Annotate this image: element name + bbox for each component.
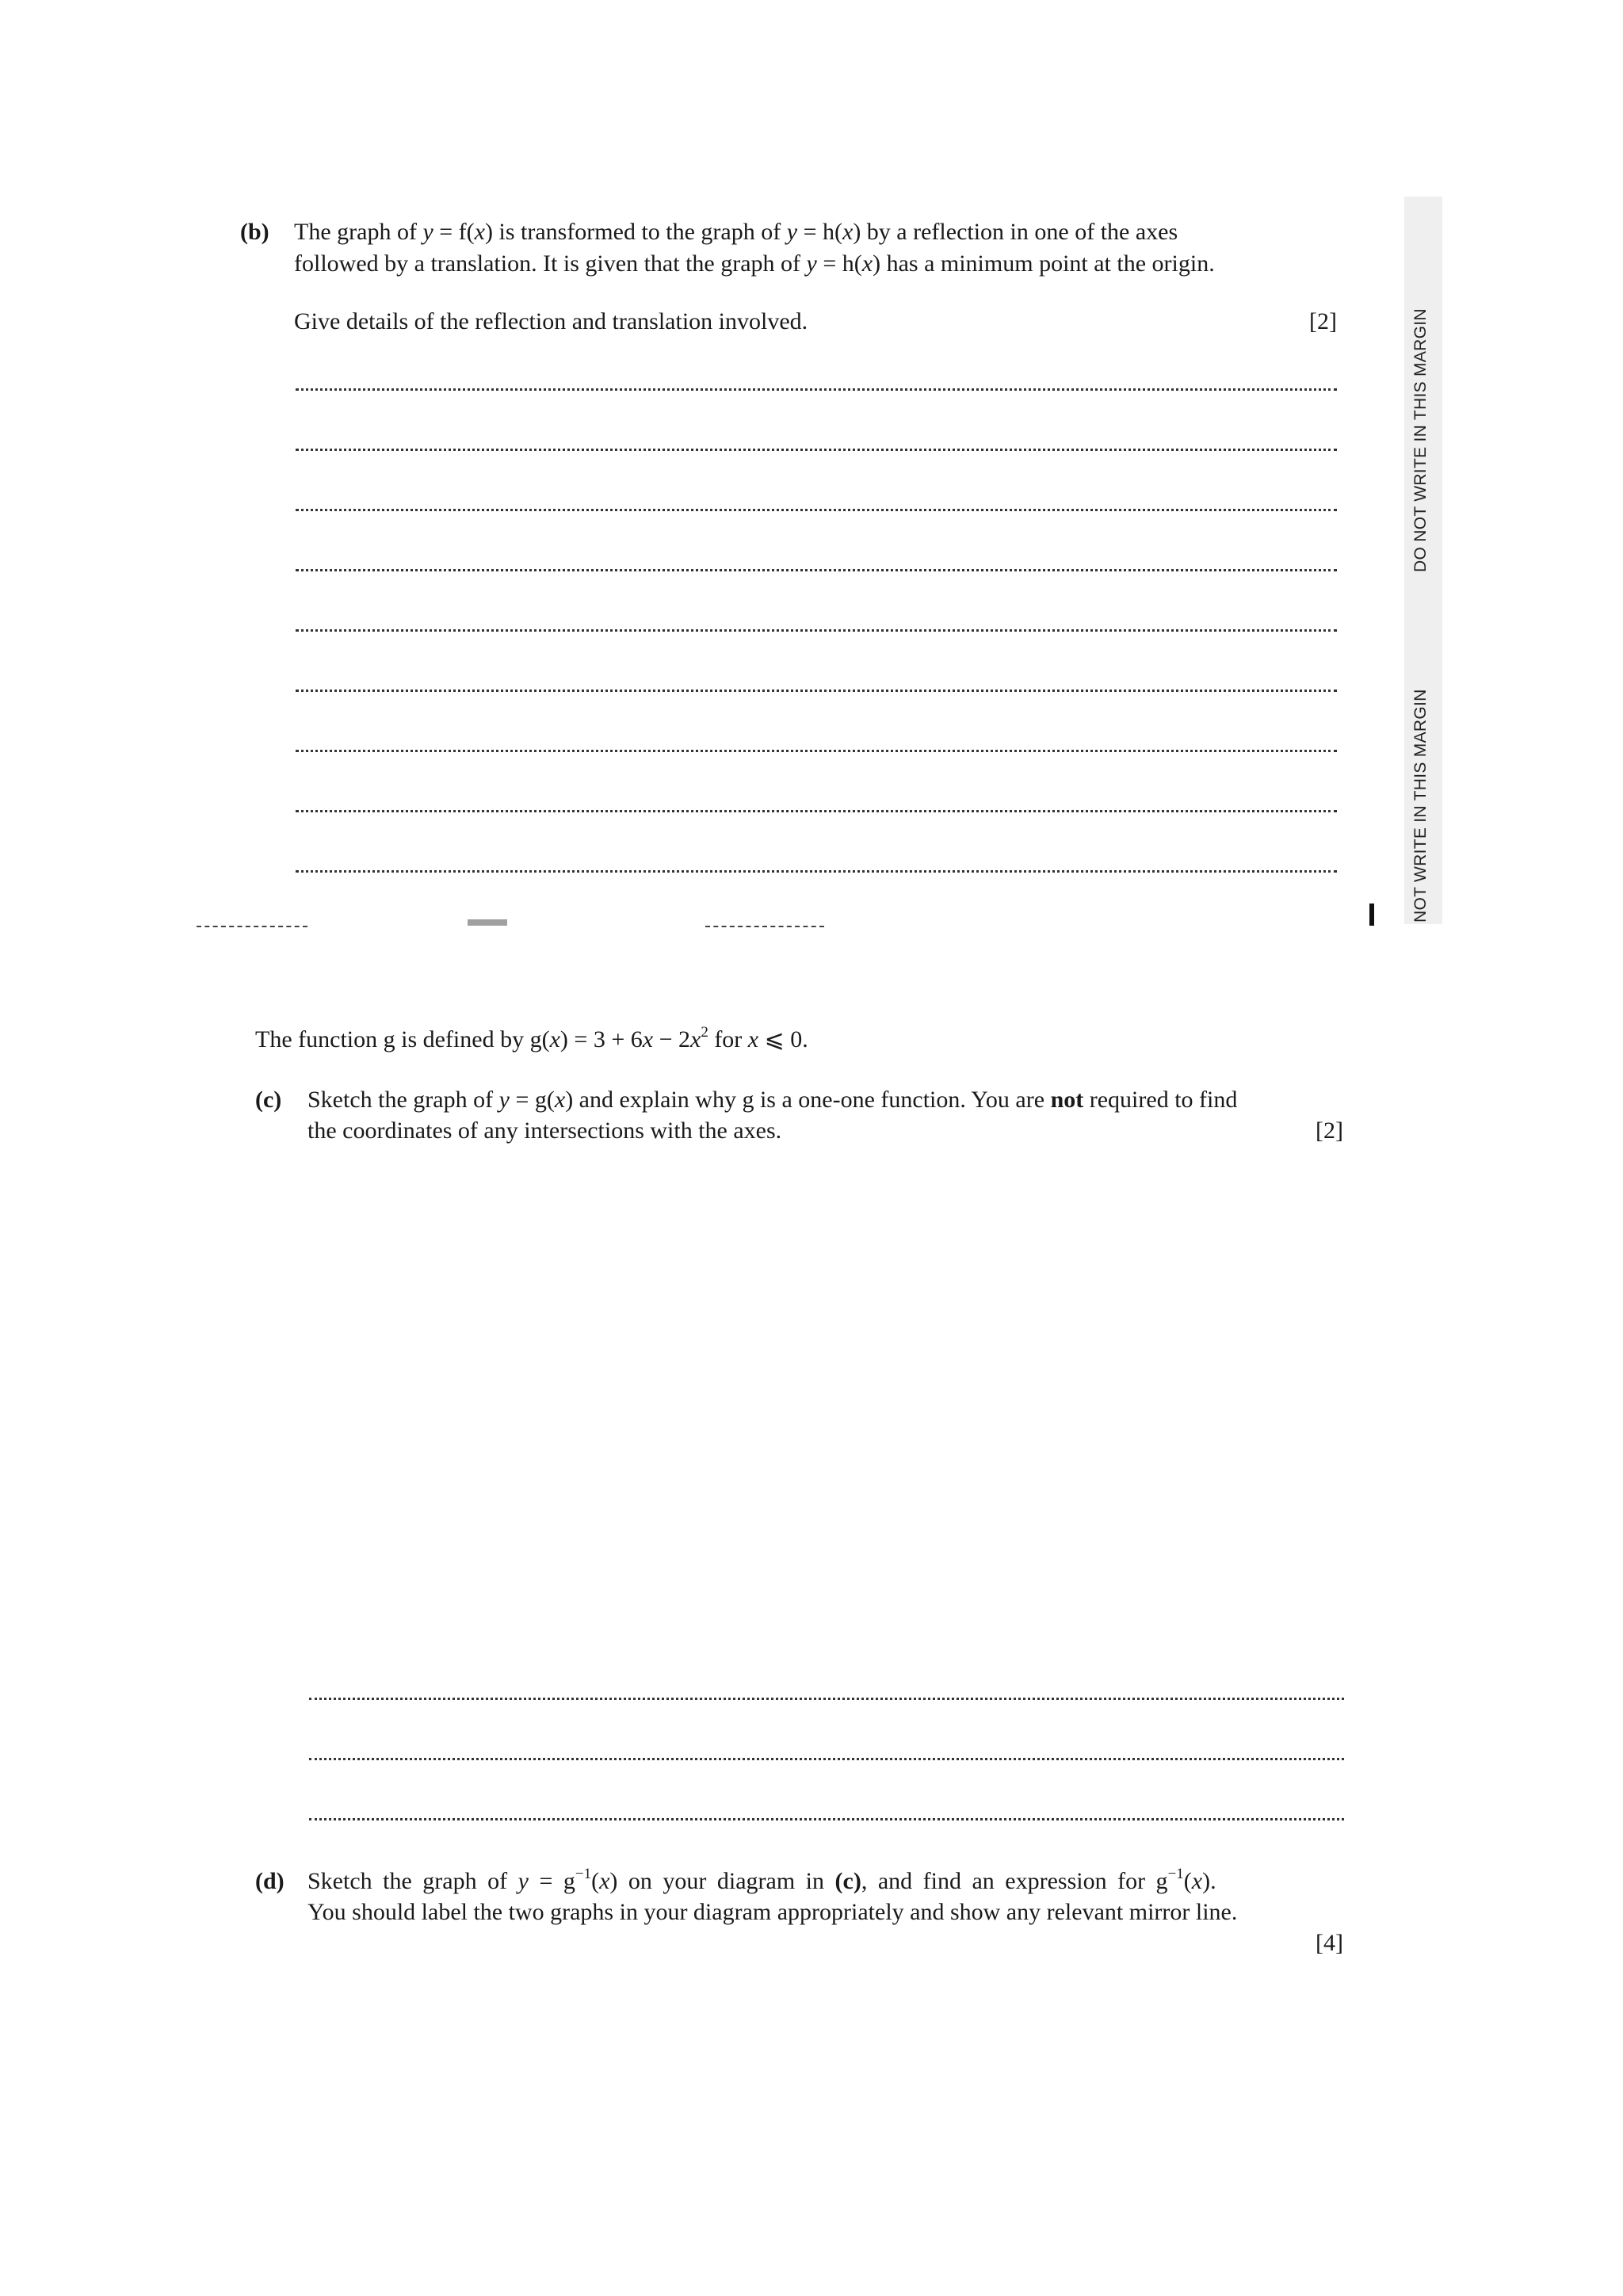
part-c-line-2: the coordinates of any intersections with the axes.: [307, 1117, 782, 1144]
part-b-instruction: Give details of the reflection and translation involved.: [294, 308, 808, 334]
answer-line-b-6[interactable]: [296, 690, 1337, 692]
answer-line-b-5[interactable]: [296, 629, 1337, 632]
part-b-marks: [2]: [1309, 308, 1337, 334]
part-d-marks: [4]: [1316, 1930, 1343, 1956]
page-edge-mark: [1369, 904, 1374, 926]
part-b-label: (b): [240, 219, 269, 245]
part-d-label: (d): [255, 1868, 285, 1894]
function-definition: The function g is defined by $g(x) = 3 + 6x - 2x^2$ for x ⩽ 0.: [255, 1024, 808, 1052]
answer-line-c-1[interactable]: [309, 1698, 1344, 1700]
answer-line-b-9[interactable]: [296, 870, 1337, 873]
part-c-line-1: Sketch the graph of y = g(x) and explain why g is a one-one function. You are not required to find: [307, 1087, 1238, 1113]
part-d-line-2: You should label the two graphs in your diagram appropriately and show any relevant mirror line.: [307, 1899, 1238, 1925]
answer-line-b-1[interactable]: [296, 388, 1337, 391]
part-c-marks: [2]: [1316, 1117, 1343, 1144]
part-d-line-1: Sketch the graph of $y = g^{-1}(x)$ on your diagram in (c), and find an expression for $g^{-1}(x)$.: [307, 1866, 1216, 1894]
page-cut-mark-left: [197, 926, 307, 927]
part-b-line-1: The graph of y = f(x) is transformed to the graph of y = h(x) by a reflection in one of the axes: [294, 219, 1178, 245]
part-c-label: (c): [255, 1087, 282, 1113]
answer-line-b-7[interactable]: [296, 750, 1337, 752]
part-b-line-2: followed by a translation. It is given that the graph of y = h(x) has a minimum point at the origin.: [294, 250, 1215, 277]
scan-smudge: [468, 919, 507, 926]
answer-line-c-2[interactable]: [309, 1758, 1344, 1760]
answer-line-c-3[interactable]: [309, 1818, 1344, 1820]
answer-line-b-4[interactable]: [296, 569, 1337, 571]
sketch-area[interactable]: [307, 1165, 1346, 1664]
answer-line-b-3[interactable]: [296, 509, 1337, 511]
margin-warning-upper: DO NOT WRITE IN THIS MARGIN: [1411, 308, 1430, 572]
margin-warning-lower: NOT WRITE IN THIS MARGIN: [1411, 689, 1430, 923]
answer-line-b-8[interactable]: [296, 810, 1337, 812]
page-cut-mark-middle: [705, 926, 824, 927]
answer-line-b-2[interactable]: [296, 449, 1337, 451]
